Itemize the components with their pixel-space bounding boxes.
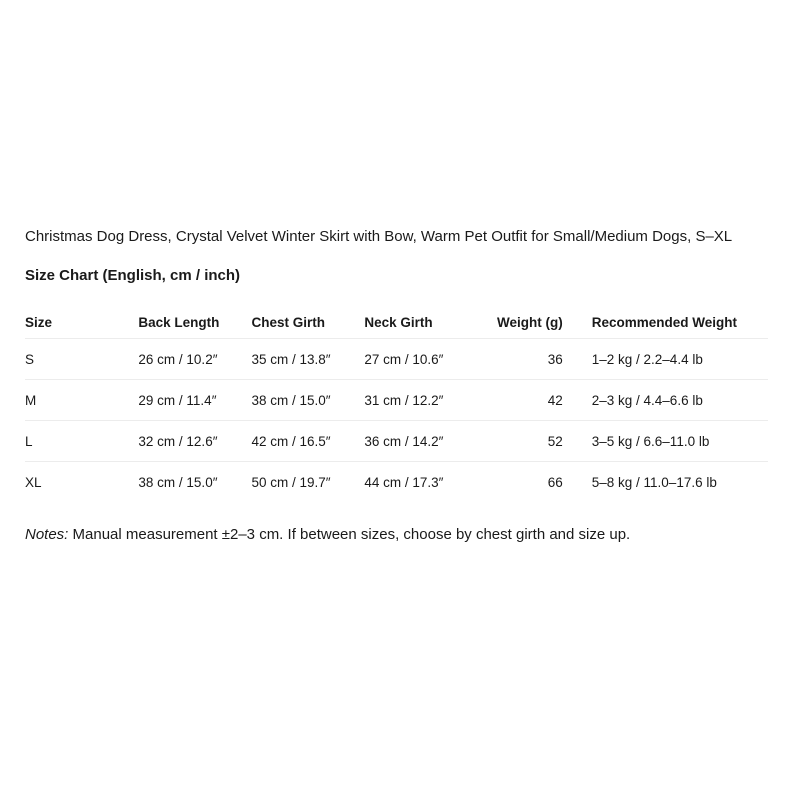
cell-neck-girth: 44 cm / 17.3″ [364, 474, 444, 490]
cell-back-length: 38 cm / 15.0″ [138, 474, 218, 490]
size-chart-heading: Size Chart (English, cm / inch) [25, 267, 241, 284]
cell-size: L [25, 421, 138, 462]
column-header-neck-girth: Neck Girth [364, 306, 472, 339]
notes-label: Notes: [25, 526, 69, 543]
cell-neck-girth: 27 cm / 10.6″ [364, 339, 472, 380]
size-notes [25, 524, 770, 546]
cell-size: S [25, 339, 138, 380]
cell-neck-girth: 31 cm / 12.2″ [364, 380, 472, 421]
cell-chest-girth: 42 cm / 16.5″ [251, 421, 364, 462]
cell-weight: 52 [473, 421, 563, 462]
column-header-recommended-weight: Recommended Weight [563, 306, 768, 339]
cell-weight: 42 [473, 380, 563, 421]
table-header-row [25, 306, 768, 339]
cell-recommended-weight: 3–5 kg / 6.6–11.0 lb [563, 421, 768, 462]
table-row [25, 339, 768, 380]
notes-text: Manual measurement ±2–3 cm. If between sizes, choose by chest girth and size up. [68, 526, 631, 543]
table-row [25, 380, 768, 421]
size-chart-table [25, 306, 768, 502]
cell-recommended-weight: 2–3 kg / 4.4–6.6 lb [563, 380, 768, 421]
cell-chest-girth: 35 cm / 13.8″ [251, 339, 364, 380]
product-title: Christmas Dog Dress, Crystal Velvet Winter Skirt with Bow, Warm Pet Outfit for Small/Medium Dogs, S–XL [25, 228, 733, 245]
cell-weight: 36 [473, 339, 563, 380]
cell-size: M [25, 380, 138, 421]
cell-back-length: 32 cm / 12.6″ [138, 421, 251, 462]
cell-back-length: 29 cm / 11.4″ [138, 380, 251, 421]
table-row [25, 421, 768, 462]
column-header-back-length: Back Length [138, 306, 251, 339]
column-header-chest-girth: Chest Girth [251, 306, 364, 339]
cell-size: XL [25, 474, 42, 490]
product-size-info [25, 225, 770, 546]
cell-chest-girth: 38 cm / 15.0″ [251, 380, 364, 421]
cell-neck-girth: 36 cm / 14.2″ [364, 421, 472, 462]
cell-weight: 66 [547, 474, 563, 490]
cell-back-length: 26 cm / 10.2″ [138, 339, 251, 380]
column-header-weight: Weight (g) [473, 306, 563, 339]
table-row [25, 462, 768, 503]
cell-recommended-weight: 1–2 kg / 2.2–4.4 lb [563, 339, 768, 380]
cell-chest-girth: 50 cm / 19.7″ [251, 474, 331, 490]
cell-recommended-weight: 5–8 kg / 11.0–17.6 lb [591, 474, 717, 490]
column-header-size: Size [25, 306, 138, 339]
